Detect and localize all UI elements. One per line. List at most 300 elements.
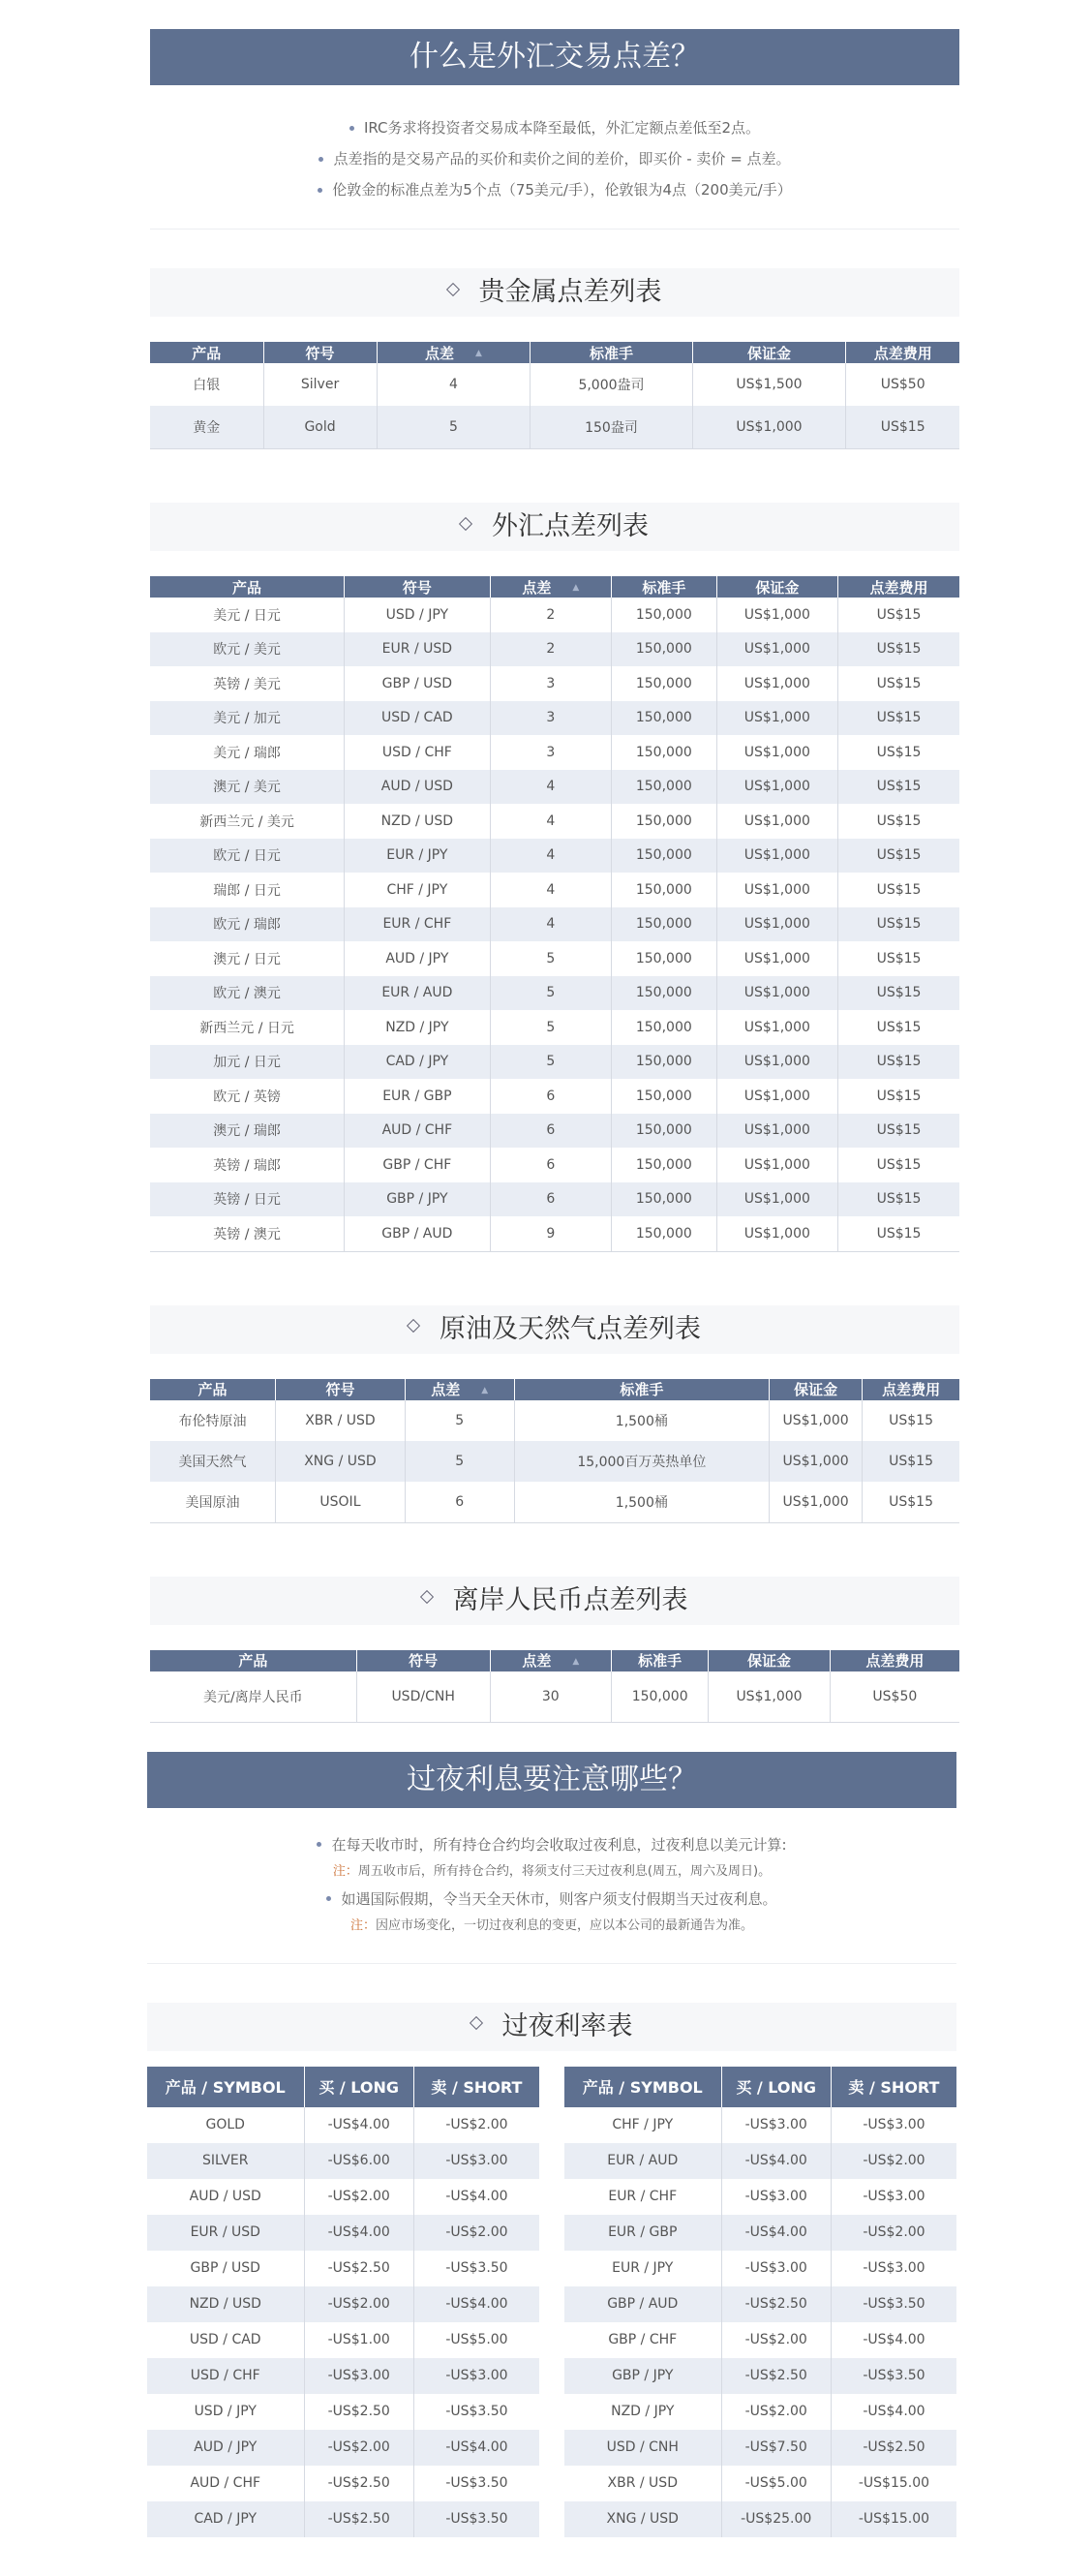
table-cell: 9 xyxy=(490,1216,611,1251)
spread-intro xyxy=(150,29,959,230)
table-cell: 150,000 xyxy=(611,907,716,942)
table-cell: US$15 xyxy=(876,744,922,760)
table-cell: 1,500桶 xyxy=(514,1400,769,1441)
table-row xyxy=(147,2466,539,2501)
table-cell: US$1,000 xyxy=(716,770,837,805)
table-header-row xyxy=(150,1650,959,1671)
table-cell: 150,000 xyxy=(611,1182,716,1217)
table-cell: NZD / USD xyxy=(345,804,490,839)
note-item: 注：因应市场变化，一切过夜利息的变更，应以本公司的最新通告为准。 xyxy=(349,1917,754,1933)
column-header: 标准手 xyxy=(514,1379,769,1400)
table-row xyxy=(147,2215,539,2251)
overnight-title: 过夜利息要注意哪些？ xyxy=(147,1752,956,1808)
table-cell: US$15 xyxy=(838,1216,959,1251)
table-cell: -US$4.00 xyxy=(304,2107,413,2143)
column-header: 产品 xyxy=(150,1379,276,1400)
table-cell: 15,000百万英热单位 xyxy=(514,1441,769,1482)
table-cell: -US$3.00 xyxy=(304,2358,413,2394)
table-cell: XNG / USD xyxy=(276,1441,406,1482)
sort-arrow-icon[interactable]: ▲ xyxy=(481,1385,489,1395)
table-cell: US$1,000 xyxy=(716,1045,837,1080)
cnh-table xyxy=(150,1650,959,1723)
bullet-item: 伦敦金的标准点差为5个点（75美元/手），伦敦银为4点（200美元/手） xyxy=(150,174,959,205)
table-cell: US$15 xyxy=(838,701,959,736)
table-cell: US$1,000 xyxy=(709,1671,830,1723)
table-cell: US$1,000 xyxy=(716,598,837,632)
precious-metals-section xyxy=(150,268,959,449)
table-cell: 150,000 xyxy=(611,1079,716,1114)
table-cell: AUD / USD xyxy=(345,770,490,805)
table-cell: 欧元 / 英镑 xyxy=(150,1079,345,1114)
table-cell: 6 xyxy=(490,1079,611,1114)
table-row xyxy=(150,1216,959,1251)
table-row xyxy=(564,2107,956,2143)
diamond-icon xyxy=(419,1590,433,1604)
table-cell: -US$4.00 xyxy=(304,2215,413,2251)
section-title: 外汇点差列表 xyxy=(150,503,959,551)
table-cell: Gold xyxy=(263,406,377,449)
table-header-row xyxy=(150,576,959,598)
table-cell: -US$2.00 xyxy=(831,2215,956,2251)
table-cell: 4 xyxy=(490,839,611,874)
table-cell: EUR / AUD xyxy=(564,2143,721,2179)
table-cell: -US$2.00 xyxy=(304,2179,413,2215)
column-header: 点差费用 xyxy=(830,1650,959,1671)
table-cell: 澳元 / 日元 xyxy=(150,941,345,976)
column-header: 符号 xyxy=(263,342,377,363)
table-cell: 3 xyxy=(490,735,611,770)
table-cell: 150,000 xyxy=(611,1148,716,1182)
table-row xyxy=(150,941,959,976)
table-row xyxy=(564,2358,956,2394)
table-cell: EUR / USD xyxy=(147,2215,304,2251)
table-cell: EUR / AUD xyxy=(345,976,490,1011)
table-cell: US$1,000 xyxy=(716,873,837,907)
column-header: 买 / LONG xyxy=(304,2067,413,2107)
table-cell: US$15 xyxy=(838,632,959,667)
diamond-icon xyxy=(407,1319,420,1333)
table-cell: US$1,000 xyxy=(770,1441,863,1482)
table-cell: US$1,000 xyxy=(716,839,837,874)
table-cell: EUR / GBP xyxy=(564,2215,721,2251)
table-cell: 美元 / 日元 xyxy=(150,598,345,632)
column-header: 产品 / SYMBOL xyxy=(564,2067,721,2107)
table-cell: USD / CAD xyxy=(345,701,490,736)
table-cell: EUR / GBP xyxy=(345,1079,490,1114)
table-cell: XBR / USD xyxy=(276,1400,406,1441)
table-row xyxy=(147,2286,539,2322)
table-cell: 150,000 xyxy=(611,666,716,701)
table-cell: -US$5.00 xyxy=(445,2332,508,2347)
bullet-item: 如遇国际假期，令当天全天休市，则客户须支付假期当天过夜利息。 xyxy=(147,1886,956,1913)
table-cell: -US$3.00 xyxy=(721,2251,831,2286)
table-row xyxy=(147,2358,539,2394)
table-cell: US$1,000 xyxy=(716,701,837,736)
table-cell: 30 xyxy=(490,1671,611,1723)
table-cell: US$1,000 xyxy=(716,1010,837,1045)
table-cell: 150盎司 xyxy=(531,406,692,449)
overnight-rate-tables xyxy=(147,2067,956,2537)
table-cell: 150,000 xyxy=(611,701,716,736)
table-cell: 150,000 xyxy=(611,1010,716,1045)
table-row xyxy=(147,2179,539,2215)
table-cell: 150,000 xyxy=(611,598,716,632)
table-row xyxy=(150,873,959,907)
table-cell: 1,500桶 xyxy=(514,1482,769,1523)
column-header: 保证金 xyxy=(692,342,846,363)
table-cell: -US$3.00 xyxy=(413,2358,539,2394)
spacer xyxy=(0,449,1092,503)
table-cell: USD/CNH xyxy=(356,1671,490,1723)
table-row xyxy=(147,2430,539,2466)
diamond-icon xyxy=(445,282,459,295)
table-cell: -US$3.50 xyxy=(831,2286,956,2322)
column-header[interactable]: 点差 ▲ xyxy=(490,576,611,598)
table-cell: -US$2.50 xyxy=(831,2430,956,2466)
table-cell: CHF / JPY xyxy=(564,2107,721,2143)
table-cell: US$1,000 xyxy=(716,1148,837,1182)
table-row xyxy=(564,2179,956,2215)
table-row xyxy=(150,1400,959,1441)
table-cell: -US$2.00 xyxy=(831,2143,956,2179)
table-cell: -US$3.00 xyxy=(413,2143,539,2179)
table-cell: AUD / CHF xyxy=(147,2466,304,2501)
table-cell: USD / CNH xyxy=(564,2430,721,2466)
cnh-section xyxy=(150,1577,959,1723)
note-item: 注：周五收市后，所有持仓合约，将须支付三天过夜利息(周五，周六及周日)。 xyxy=(332,1863,772,1879)
table-cell: US$50 xyxy=(830,1671,959,1723)
table-cell: 澳元 / 美元 xyxy=(150,770,345,805)
table-cell: US$15 xyxy=(838,1182,959,1217)
diamond-icon xyxy=(469,2016,482,2030)
table-cell: -US$3.00 xyxy=(721,2179,831,2215)
table-cell: 150,000 xyxy=(611,770,716,805)
table-row xyxy=(564,2251,956,2286)
table-cell: 150,000 xyxy=(611,632,716,667)
table-cell: US$1,000 xyxy=(716,1079,837,1114)
table-cell: 6 xyxy=(490,1148,611,1182)
table-cell: -US$3.50 xyxy=(445,2475,508,2491)
table-cell: 2 xyxy=(490,632,611,667)
sort-arrow-icon[interactable]: ▲ xyxy=(572,583,580,593)
table-row xyxy=(150,1482,959,1523)
column-header: 保证金 xyxy=(716,576,837,598)
spacer xyxy=(0,2537,1092,2576)
table-row xyxy=(150,804,959,839)
table-cell: -US$2.00 xyxy=(721,2322,831,2358)
table-cell: 欧元 / 瑞郎 xyxy=(150,907,345,942)
table-cell: 3 xyxy=(490,666,611,701)
table-cell: -US$2.50 xyxy=(721,2358,831,2394)
table-cell: 3 xyxy=(490,701,611,736)
table-cell: 英镑 / 日元 xyxy=(150,1182,345,1217)
column-header: 产品 xyxy=(150,342,263,363)
column-header: 点差费用 xyxy=(846,342,959,363)
table-cell: US$15 xyxy=(838,839,959,874)
table-cell: US$15 xyxy=(846,406,959,449)
table-cell: US$15 xyxy=(838,976,959,1011)
table-cell: GBP / CHF xyxy=(564,2322,721,2358)
bullet-dot-icon xyxy=(326,1896,331,1901)
table-cell: 新西兰元 / 美元 xyxy=(150,804,345,839)
table-cell: 新西兰元 / 日元 xyxy=(150,1010,345,1045)
table-cell: US$1,000 xyxy=(692,406,846,449)
table-cell: 欧元 / 美元 xyxy=(150,632,345,667)
table-cell: XBR / USD xyxy=(564,2466,721,2501)
table-header-row xyxy=(564,2067,956,2107)
table-cell: -US$2.50 xyxy=(304,2501,413,2537)
table-cell: GBP / USD xyxy=(147,2251,304,2286)
table-cell: 150,000 xyxy=(611,735,716,770)
table-row xyxy=(147,2322,539,2358)
table-cell: GBP / JPY xyxy=(345,1182,490,1217)
table-cell: -US$3.50 xyxy=(831,2358,956,2394)
table-cell: 美国天然气 xyxy=(150,1441,276,1482)
table-cell: EUR / JPY xyxy=(345,839,490,874)
table-cell: GBP / AUD xyxy=(564,2286,721,2322)
table-cell: 欧元 / 澳元 xyxy=(150,976,345,1011)
forex-section xyxy=(150,503,959,1252)
oil-gas-table xyxy=(150,1379,959,1523)
table-cell: 150,000 xyxy=(612,1671,709,1723)
table-cell: 150,000 xyxy=(611,941,716,976)
table-cell: 澳元 / 瑞郎 xyxy=(150,1114,345,1149)
table-cell: USD / JPY xyxy=(345,598,490,632)
bullet-dot-icon xyxy=(317,1842,321,1847)
spread-intro-bullets xyxy=(150,85,959,229)
table-cell: -US$2.00 xyxy=(304,2430,413,2466)
table-row xyxy=(150,1441,959,1482)
table-cell: US$1,000 xyxy=(716,632,837,667)
table-cell: -US$2.00 xyxy=(445,2117,508,2132)
table-cell: 白银 xyxy=(150,363,263,406)
table-row xyxy=(564,2430,956,2466)
divider xyxy=(147,1963,956,1964)
table-cell: US$15 xyxy=(838,907,959,942)
table-cell: 150,000 xyxy=(611,1216,716,1251)
table-cell: -US$4.00 xyxy=(413,2430,539,2466)
table-cell: 5 xyxy=(490,1010,611,1045)
column-header: 买 / LONG xyxy=(721,2067,831,2107)
table-cell: 英镑 / 美元 xyxy=(150,666,345,701)
table-cell: 4 xyxy=(490,770,611,805)
table-cell: 6 xyxy=(490,1114,611,1149)
section-title: 离岸人民币点差列表 xyxy=(150,1577,959,1625)
table-row xyxy=(150,1079,959,1114)
table-cell: -US$4.00 xyxy=(863,2404,925,2419)
column-header: 产品 xyxy=(150,1650,356,1671)
bullet-item: IRC务求将投资者交易成本降至最低，外汇定额点差低至2点。 xyxy=(150,112,959,143)
table-row xyxy=(150,1182,959,1217)
table-cell: 欧元 / 日元 xyxy=(150,839,345,874)
overnight-bullets xyxy=(147,1808,956,1963)
table-cell: 英镑 / 瑞郎 xyxy=(150,1148,345,1182)
table-cell: USD / CHF xyxy=(345,735,490,770)
table-cell: 加元 / 日元 xyxy=(150,1045,345,1080)
table-cell: -US$7.50 xyxy=(721,2430,831,2466)
table-cell: US$15 xyxy=(838,1114,959,1149)
table-row xyxy=(150,735,959,770)
table-row xyxy=(150,1045,959,1080)
table-cell: AUD / CHF xyxy=(345,1114,490,1149)
table-cell: -US$4.00 xyxy=(721,2143,831,2179)
table-cell: AUD / USD xyxy=(147,2179,304,2215)
table-cell: 150,000 xyxy=(611,839,716,874)
table-cell: -US$2.50 xyxy=(721,2286,831,2322)
table-cell: -US$3.00 xyxy=(863,2117,925,2132)
table-row xyxy=(564,2215,956,2251)
table-header-row xyxy=(147,2067,539,2107)
table-cell: AUD / JPY xyxy=(345,941,490,976)
bullet-dot-icon xyxy=(349,126,354,131)
table-row xyxy=(150,907,959,942)
column-header: 卖 / SHORT xyxy=(831,2067,956,2107)
table-cell: GOLD xyxy=(147,2107,304,2143)
table-cell: NZD / USD xyxy=(147,2286,304,2322)
table-cell: EUR / CHF xyxy=(564,2179,721,2215)
table-row xyxy=(564,2501,956,2537)
column-header[interactable]: 点差 ▲ xyxy=(377,342,531,363)
spacer xyxy=(0,1523,1092,1577)
table-cell: 150,000 xyxy=(611,1045,716,1080)
table-cell: NZD / JPY xyxy=(564,2394,721,2430)
table-row xyxy=(564,2394,956,2430)
table-cell: USOIL xyxy=(276,1482,406,1523)
table-row xyxy=(150,1010,959,1045)
table-cell: US$15 xyxy=(863,1482,959,1523)
table-row xyxy=(150,839,959,874)
table-row xyxy=(147,2501,539,2537)
precious-metals-table xyxy=(150,342,959,449)
table-row xyxy=(150,598,959,632)
table-cell: USD / CAD xyxy=(147,2322,304,2358)
table-row xyxy=(150,701,959,736)
table-row xyxy=(150,632,959,667)
table-cell: US$15 xyxy=(876,1156,922,1173)
table-cell: AUD / JPY xyxy=(147,2430,304,2466)
table-header-row xyxy=(150,1379,959,1400)
table-cell: US$1,000 xyxy=(716,804,837,839)
table-cell: -US$4.00 xyxy=(445,2189,508,2204)
table-cell: SILVER xyxy=(147,2143,304,2179)
forex-table xyxy=(150,576,959,1252)
column-header: 符号 xyxy=(276,1379,406,1400)
table-cell: 6 xyxy=(490,1182,611,1217)
column-header: 符号 xyxy=(356,1650,490,1671)
table-cell: 2 xyxy=(490,598,611,632)
column-header[interactable]: 点差 ▲ xyxy=(405,1379,514,1400)
table-cell: US$1,500 xyxy=(692,363,846,406)
table-cell: US$1,000 xyxy=(716,666,837,701)
table-cell: -US$2.00 xyxy=(721,2394,831,2430)
table-cell: 5 xyxy=(405,1441,514,1482)
sort-arrow-icon[interactable]: ▲ xyxy=(572,1656,580,1667)
table-cell: -US$2.00 xyxy=(413,2215,539,2251)
table-row xyxy=(147,2251,539,2286)
table-cell: 美国原油 xyxy=(150,1482,276,1523)
table-cell: -US$1.00 xyxy=(304,2322,413,2358)
table-cell: -US$5.00 xyxy=(721,2466,831,2501)
column-header: 标准手 xyxy=(612,1650,709,1671)
table-cell: 5 xyxy=(490,1045,611,1080)
table-cell: -US$4.00 xyxy=(721,2215,831,2251)
table-cell: 150,000 xyxy=(611,1114,716,1149)
table-cell: 150,000 xyxy=(611,976,716,1011)
column-header[interactable]: 点差 ▲ xyxy=(490,1650,611,1671)
table-cell: Silver xyxy=(263,363,377,406)
table-cell: 美元/离岸人民币 xyxy=(150,1671,356,1723)
table-cell: -US$2.00 xyxy=(304,2286,413,2322)
column-header: 保证金 xyxy=(709,1650,830,1671)
table-row xyxy=(150,666,959,701)
table-cell: XNG / USD xyxy=(564,2501,721,2537)
table-cell: 5 xyxy=(405,1400,514,1441)
table-cell: GBP / AUD xyxy=(345,1216,490,1251)
table-cell: GBP / JPY xyxy=(564,2358,721,2394)
table-cell: 4 xyxy=(490,873,611,907)
table-cell: 5,000盎司 xyxy=(531,363,692,406)
table-row xyxy=(147,2107,539,2143)
table-cell: US$15 xyxy=(889,1412,933,1428)
table-cell: USD / JPY xyxy=(147,2394,304,2430)
table-cell: US$1,000 xyxy=(716,735,837,770)
bullet-dot-icon xyxy=(318,188,322,193)
table-cell: 5 xyxy=(377,406,531,449)
table-cell: 美元 / 瑞郎 xyxy=(150,735,345,770)
table-cell: US$1,000 xyxy=(716,941,837,976)
table-cell: EUR / USD xyxy=(345,632,490,667)
table-cell: US$15 xyxy=(838,770,959,805)
table-cell: -US$2.50 xyxy=(304,2394,413,2430)
overnight-rate-table-right xyxy=(564,2067,956,2537)
table-cell: EUR / JPY xyxy=(564,2251,721,2286)
table-cell: 150,000 xyxy=(611,804,716,839)
table-cell: US$15 xyxy=(863,1441,959,1482)
table-cell: GBP / USD xyxy=(345,666,490,701)
table-cell: CAD / JPY xyxy=(345,1045,490,1080)
table-cell: US$1,000 xyxy=(716,907,837,942)
table-cell: GBP / CHF xyxy=(345,1148,490,1182)
table-cell: 布伦特原油 xyxy=(150,1400,276,1441)
sort-arrow-icon[interactable]: ▲ xyxy=(475,349,482,358)
table-cell: US$15 xyxy=(876,675,922,691)
divider xyxy=(150,229,959,230)
column-header: 产品 xyxy=(150,576,345,598)
table-cell: -US$3.50 xyxy=(445,2260,508,2276)
table-row xyxy=(150,363,959,406)
table-cell: US$1,000 xyxy=(716,976,837,1011)
table-cell: -US$3.00 xyxy=(863,2189,925,2204)
table-row xyxy=(147,2394,539,2430)
overnight-intro xyxy=(147,1752,956,2051)
bullet-item: 在每天收市时，所有持仓合约均会收取过夜利息，过夜利息以美元计算: xyxy=(147,1831,956,1858)
table-cell: -US$3.00 xyxy=(863,2260,925,2276)
column-header: 标准手 xyxy=(531,342,692,363)
table-cell: 4 xyxy=(377,363,531,406)
table-row xyxy=(564,2143,956,2179)
overnight-rate-table-left xyxy=(147,2067,539,2537)
column-header: 点差费用 xyxy=(863,1379,959,1400)
bullet-dot-icon xyxy=(318,157,323,162)
table-cell: US$1,000 xyxy=(770,1482,863,1523)
table-cell: US$15 xyxy=(876,881,922,898)
table-cell: US$15 xyxy=(876,606,922,623)
table-cell: US$15 xyxy=(876,813,922,829)
table-cell: -US$15.00 xyxy=(858,2475,930,2491)
column-header: 卖 / SHORT xyxy=(413,2067,539,2107)
table-cell: 瑞郎 / 日元 xyxy=(150,873,345,907)
table-cell: -US$2.50 xyxy=(304,2466,413,2501)
